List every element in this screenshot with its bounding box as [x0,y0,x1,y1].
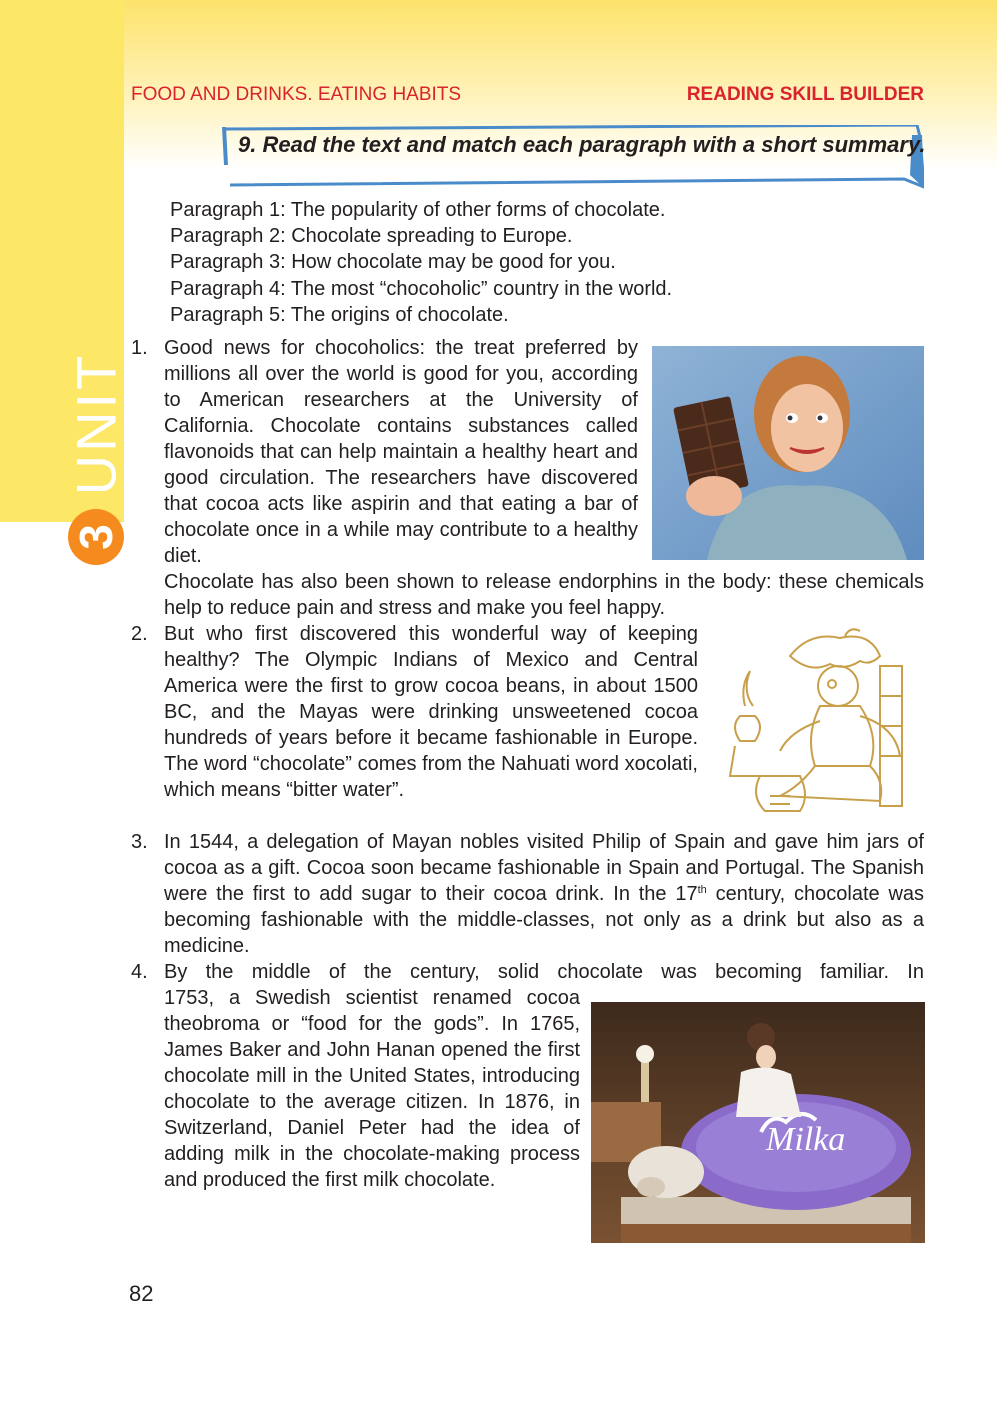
summary-item: Paragraph 3: How chocolate may be good for you. [170,251,616,274]
paragraph-1 [131,335,638,569]
unit-label: UNIT [64,352,128,495]
paragraph-text: In 1544, a delegation of Mayan nobles visited Philip of Spain and gave him jars of cocoa as a gift. Cocoa soon became fashionable in Spain and Portugal. The Spanish were the first to add sugar to their cocoa drink. In the 17 [164,831,924,905]
woman-with-chocolate-photo [652,346,924,560]
paragraph-3 [131,829,925,959]
paragraph-text: But who first discovered this wonderful way of keeping healthy? The Olympic Indians of Mexico and Central America were the first to grow cocoa beans, in about 1500 BC, and the Mayas were drinking unsweetened cocoa hundreds of years before it became fashionable in Europe. The word “chocolate” comes from the Nahuati word xocolati, which means “bitter water”. [164,623,698,801]
paragraph-4-first-line [131,959,924,985]
paragraph-number: 3. [131,831,148,853]
milka-cow-photo [591,1002,925,1243]
mayan-figure-illustration [720,626,920,821]
milka-logo: Milka [766,1121,846,1158]
paragraph-text: century, chocolate was becoming fashionable with the middle-classes, not only as a drink but also as a medicine. [164,883,925,957]
summary-list [170,197,672,328]
unit-number-badge: 3 [68,509,124,565]
paragraph-2 [131,621,698,803]
paragraph-text: 1753, a Swedish scientist renamed cocoa theobroma or “food for the gods”. In 1765, James Baker and John Hanan opened the first chocolate mill in the United States, introducing chocolate to the average citizen. In 1876, in Switzerland, Daniel Peter had the idea of adding milk in the chocolate-making process and produced the first milk chocolate. [164,987,580,1191]
task-instruction: 9. Read the text and match each paragraph with a short summary. [238,132,926,157]
paragraph-number: 4. [131,961,148,983]
paragraph-text: Chocolate has also been shown to release endorphins in the body: these chemicals help to reduce pain and stress and make you feel happy. [164,571,924,619]
summary-item: Paragraph 4: The most “chocoholic” country in the world. [170,277,673,300]
paragraph-text: Good news for chocoholics: the treat preferred by millions all over the world is good for you, according to American researchers at the University of California. Chocolate contains substances called flavonoids that can help maintain a healthy heart and good circulation. The researchers have discovered that cocoa acts like aspirin and that eating a bar of chocolate once in a while may contribute to a healthy diet. [164,337,638,567]
page-number: 82 [129,1281,154,1306]
paragraph-1-continued [164,569,924,621]
paragraph-number: 2. [131,623,148,645]
skill-title: READING SKILL BUILDER [686,84,924,105]
summary-item: Paragraph 1: The popularity of other forms of chocolate. [170,199,666,221]
summary-item: Paragraph 2: Chocolate spreading to Europe. [170,225,573,248]
section-title: FOOD AND DRINKS. EATING HABITS [131,84,462,105]
task-banner [222,125,924,190]
ordinal-suffix: th [697,884,707,896]
paragraph-number: 1. [131,337,148,359]
summary-item: Paragraph 5: The origins of chocolate. [170,303,509,326]
paragraph-4 [164,985,580,1193]
paragraph-text: By the middle of the century, solid chocolate was becoming familiar. In [164,961,924,983]
